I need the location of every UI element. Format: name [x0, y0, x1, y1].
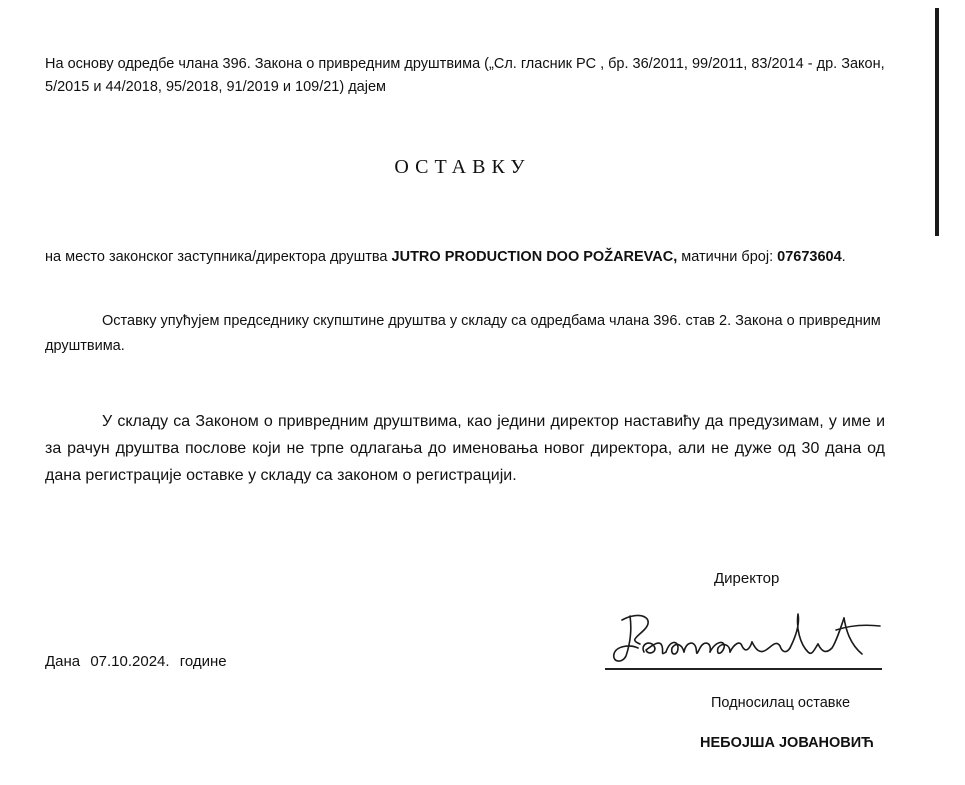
date-line [45, 650, 233, 673]
director-name: НЕБОЈША ЈОВАНОВИЋ [700, 735, 874, 751]
date-value: 07.10.2024. [90, 653, 170, 670]
date-prefix: Дана [45, 653, 81, 670]
handwritten-signature [600, 600, 890, 672]
date-suffix: године [179, 653, 227, 670]
paragraph-position-end: . [841, 249, 846, 265]
paragraph-position [45, 245, 885, 269]
paragraph-addressee: Оставку упућујем председнику скупштине друштва у складу са одредбама члана 396. став 2. Закона о привредним друштвима. [45, 313, 881, 354]
role-label: Директор [714, 570, 780, 587]
document-title: ОСТАВКУ [394, 156, 531, 178]
scan-edge-mark [935, 8, 939, 236]
signature-line [605, 668, 882, 670]
paragraph-position-middle: матични број: [677, 249, 778, 265]
company-name: JUTRO PRODUCTION DOO POŽAREVAC, [391, 249, 678, 265]
paragraph-position-text: на место законског заступника/директора друштва [45, 249, 392, 265]
registration-number: 07673604 [777, 249, 842, 265]
submitter-label: Подносилац оставке [711, 695, 851, 711]
paragraph-continuation: У складу са Законом о привредним друштвима, као једини директор наставићу да предузимам, у име и за рачун друштва послове који не трпе одлагања до именовања новог директора, али не дуже од 30 дана од дана регистрације оставке у складу са законом о регистрацији. [45, 413, 885, 484]
intro-paragraph: На основу одредбе члана 396. Закона о привредним друштвима („Сл. гласник РС , бр. 36/2011, 99/2011, 83/2014 - др. Закон, 5/2015 и 44/2018, 95/2018, 91/2019 и 109/21) дајем [45, 56, 885, 95]
